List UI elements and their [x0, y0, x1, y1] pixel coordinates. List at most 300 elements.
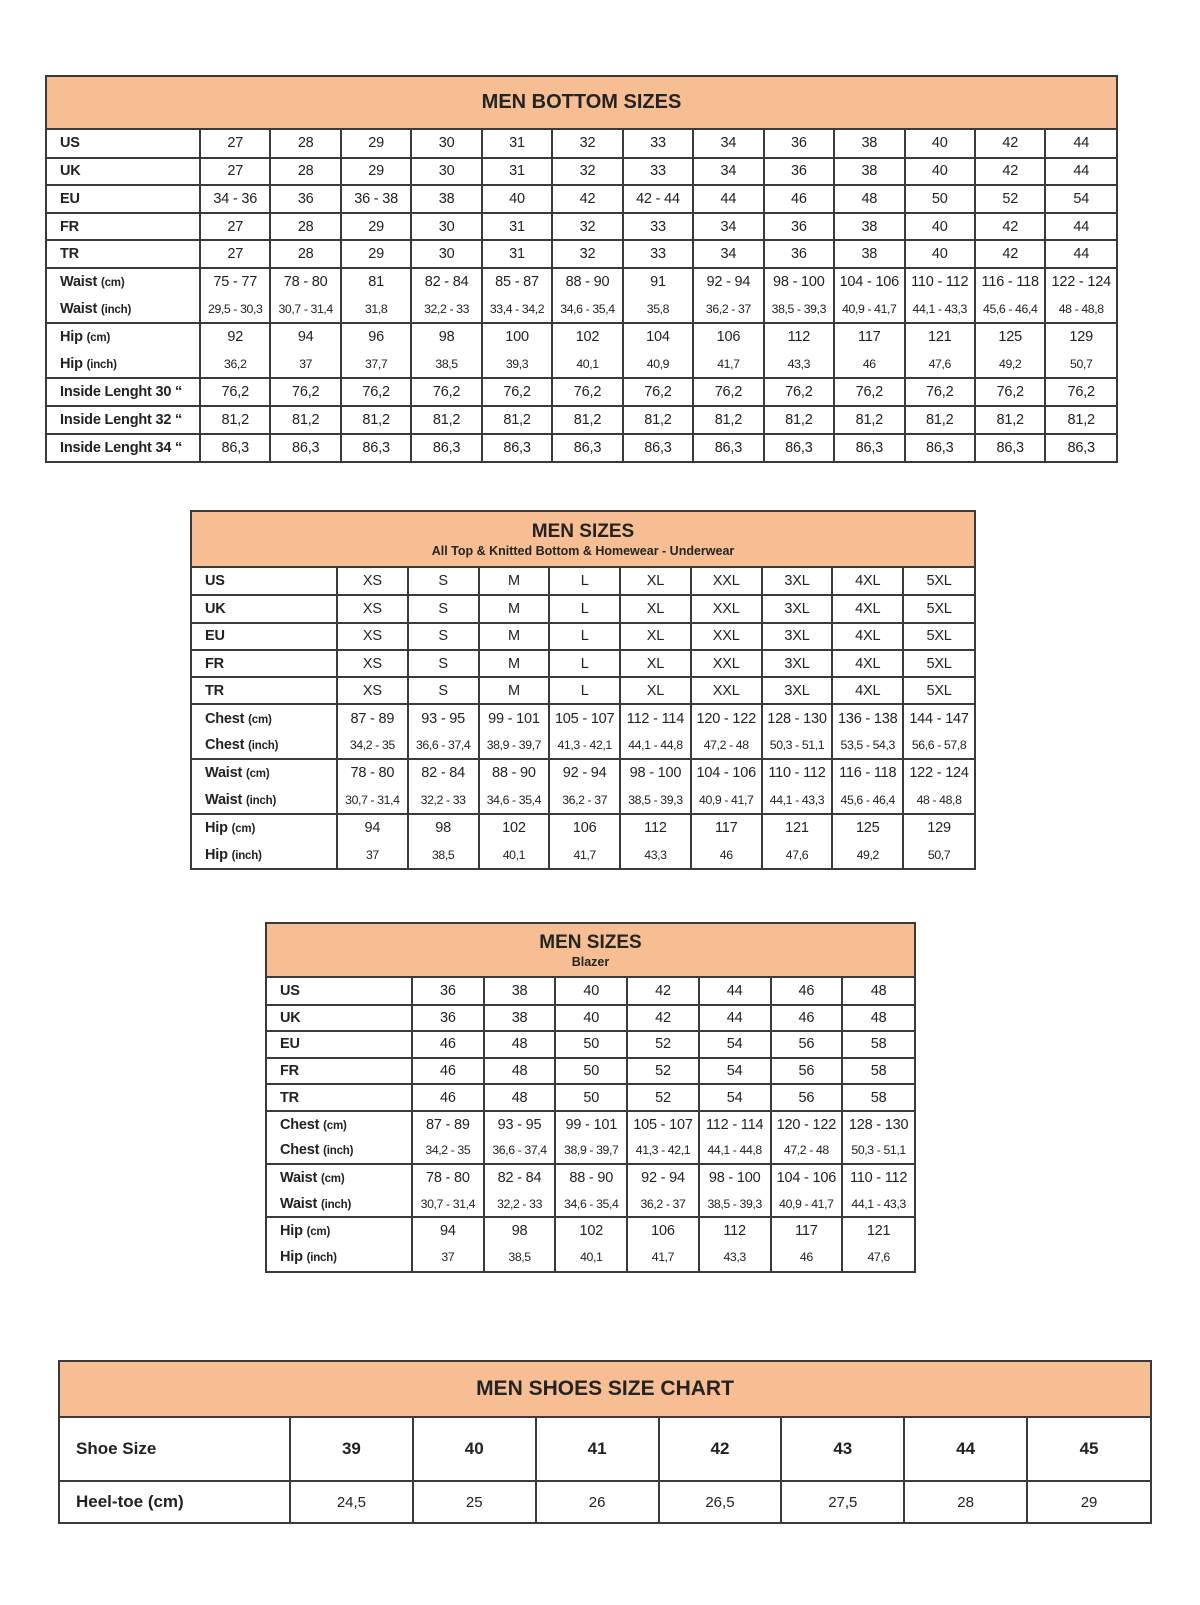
table-cell: 125: [832, 814, 903, 841]
table-row: [60, 1418, 1150, 1481]
table-cell: 44: [1045, 240, 1116, 268]
row-group: [192, 814, 974, 869]
table-row: [47, 378, 1116, 406]
table-cell: 50,7: [903, 841, 974, 868]
table-cell: 27: [200, 240, 270, 268]
row-label: [192, 677, 337, 704]
table-cell: 40,9: [623, 351, 693, 379]
table-cell: M: [479, 677, 550, 704]
table-cell: 81,2: [693, 406, 763, 434]
table-cell: 5XL: [903, 595, 974, 622]
row-group: [267, 1058, 914, 1085]
row-label: [192, 568, 337, 595]
row-group: [267, 1164, 914, 1217]
table-cell: 41,3 - 42,1: [627, 1138, 699, 1165]
table-cell: 76,2: [834, 378, 904, 406]
table-cell: 110 - 112: [762, 759, 833, 786]
row-label-text: US: [205, 573, 225, 590]
table-cell: 110 - 112: [842, 1164, 914, 1191]
table-cell: 29,5 - 30,3: [200, 296, 270, 324]
row-group: [47, 130, 1116, 158]
row-label-text: FR: [60, 218, 79, 235]
table-cell: 38: [834, 213, 904, 241]
row-label-text: Hip: [205, 846, 228, 863]
table-cell: 76,2: [411, 378, 481, 406]
table-cell: 3XL: [762, 677, 833, 704]
table-row: [192, 759, 974, 786]
table-row: [47, 323, 1116, 351]
table-cell: M: [479, 623, 550, 650]
table-cell: 82 - 84: [411, 268, 481, 296]
table-cell: 32,2 - 33: [484, 1191, 556, 1218]
table-cell: 36,2 - 37: [627, 1191, 699, 1218]
table-row: [47, 240, 1116, 268]
table-cell: 78 - 80: [337, 759, 408, 786]
table-row: [47, 434, 1116, 462]
size-grid: [60, 1418, 1150, 1522]
table-cell: 81,2: [411, 406, 481, 434]
table-cell: 76,2: [764, 378, 834, 406]
table-cell: 38: [484, 1005, 556, 1032]
table-row: [267, 1111, 914, 1138]
table-cell: 38: [834, 240, 904, 268]
table-cell: 94: [412, 1217, 484, 1244]
table-cell: 86,3: [905, 434, 975, 462]
row-label-text: US: [60, 135, 80, 152]
table-cell: 41,7: [549, 841, 620, 868]
table-cell: 29: [341, 158, 411, 186]
table-header-band: [192, 512, 974, 568]
table-cell: 28: [270, 130, 340, 158]
table-cell: 42: [659, 1418, 782, 1481]
table-cell: 28: [270, 240, 340, 268]
table-cell: L: [549, 677, 620, 704]
table-cell: XXL: [691, 568, 762, 595]
table-cell: 34: [693, 158, 763, 186]
row-label: [60, 1418, 290, 1481]
row-label-unit: (cm): [306, 1226, 331, 1239]
row-label: [47, 240, 200, 268]
table-cell: 98: [484, 1217, 556, 1244]
table-cell: 42: [627, 1005, 699, 1032]
table-row: [267, 1005, 914, 1032]
table-row: [192, 568, 974, 595]
table-cell: 30,7 - 31,4: [337, 786, 408, 813]
size-grid: [192, 568, 974, 868]
table-cell: 4XL: [832, 650, 903, 677]
table-cell: 92 - 94: [627, 1164, 699, 1191]
table-cell: 40: [905, 130, 975, 158]
table-cell: 93 - 95: [408, 704, 479, 731]
table-cell: 76,2: [905, 378, 975, 406]
table-cell: 91: [623, 268, 693, 296]
table-cell: 92 - 94: [549, 759, 620, 786]
table-cell: 27,5: [781, 1481, 904, 1522]
table-cell: 36: [270, 185, 340, 213]
row-group: [267, 978, 914, 1005]
table-cell: 38,5: [411, 351, 481, 379]
row-label-text: Waist: [205, 765, 243, 782]
table-cell: 3XL: [762, 568, 833, 595]
table-cell: 112: [699, 1217, 771, 1244]
table-cell: 31: [482, 158, 552, 186]
table-cell: 117: [834, 323, 904, 351]
row-group: [192, 623, 974, 650]
table-cell: 85 - 87: [482, 268, 552, 296]
table-cell: 36,2: [200, 351, 270, 379]
table-row: [267, 1244, 914, 1271]
row-label-unit: (cm): [248, 713, 272, 726]
table-cell: 37: [412, 1244, 484, 1271]
row-label-unit: (inch): [231, 849, 262, 862]
row-group: [267, 1111, 914, 1164]
table-cell: 28: [904, 1481, 1027, 1522]
row-label: [192, 759, 337, 786]
row-label: [47, 406, 200, 434]
table-cell: 46: [834, 351, 904, 379]
table-cell: 41,7: [627, 1244, 699, 1271]
table-cell: 76,2: [270, 378, 340, 406]
table-cell: 30: [411, 240, 481, 268]
row-group: [267, 1005, 914, 1032]
table-cell: 99 - 101: [479, 704, 550, 731]
table-cell: 104 - 106: [834, 268, 904, 296]
table-cell: 106: [627, 1217, 699, 1244]
table-cell: 46: [771, 1005, 843, 1032]
row-label: [47, 130, 200, 158]
table-cell: 37,7: [341, 351, 411, 379]
table-cell: 36,2 - 37: [549, 786, 620, 813]
row-label: [267, 978, 412, 1005]
table-cell: 4XL: [832, 677, 903, 704]
row-label: [192, 704, 337, 731]
table-cell: 36,6 - 37,4: [484, 1138, 556, 1165]
row-label: [192, 650, 337, 677]
men-shoes-table: [58, 1360, 1152, 1524]
table-cell: L: [549, 650, 620, 677]
table-cell: 81,2: [200, 406, 270, 434]
table-cell: 29: [341, 213, 411, 241]
table-cell: XS: [337, 595, 408, 622]
table-cell: 40: [555, 1005, 627, 1032]
table-title: MEN SHOES SIZE CHART: [476, 1377, 734, 1400]
table-cell: 86,3: [764, 434, 834, 462]
table-cell: 34,6 - 35,4: [555, 1191, 627, 1218]
table-cell: XL: [620, 650, 691, 677]
row-group: [192, 677, 974, 704]
table-cell: 44,1 - 44,8: [620, 732, 691, 759]
row-group: [47, 268, 1116, 323]
table-cell: 81,2: [834, 406, 904, 434]
table-cell: 34,2 - 35: [412, 1138, 484, 1165]
table-row: [192, 623, 974, 650]
table-cell: 94: [337, 814, 408, 841]
table-cell: 40,1: [555, 1244, 627, 1271]
table-cell: 46: [412, 1031, 484, 1058]
table-cell: S: [408, 595, 479, 622]
row-label: [192, 595, 337, 622]
table-cell: 47,2 - 48: [771, 1138, 843, 1165]
row-label-text: FR: [280, 1063, 299, 1080]
row-label: [267, 1191, 412, 1218]
table-row: [192, 841, 974, 868]
table-cell: 40: [905, 213, 975, 241]
table-cell: 81,2: [764, 406, 834, 434]
table-cell: 44,1 - 43,3: [905, 296, 975, 324]
table-cell: 36,6 - 37,4: [408, 732, 479, 759]
table-cell: XS: [337, 677, 408, 704]
table-cell: 5XL: [903, 623, 974, 650]
table-row: [47, 158, 1116, 186]
table-cell: 58: [842, 1084, 914, 1111]
row-label: [47, 351, 200, 379]
table-cell: 30: [411, 130, 481, 158]
row-label: [267, 1244, 412, 1271]
table-cell: 42: [975, 240, 1045, 268]
row-label-text: Hip: [280, 1249, 303, 1266]
table-cell: 43,3: [699, 1244, 771, 1271]
table-cell: 32,2 - 33: [411, 296, 481, 324]
table-cell: 129: [1045, 323, 1116, 351]
table-cell: 76,2: [975, 378, 1045, 406]
table-cell: S: [408, 568, 479, 595]
row-label-text: Inside Lenght 30 “: [60, 384, 183, 401]
table-cell: 50: [555, 1084, 627, 1111]
table-cell: 88 - 90: [555, 1164, 627, 1191]
table-cell: 24,5: [290, 1481, 413, 1522]
row-label: [267, 1058, 412, 1085]
table-cell: 128 - 130: [762, 704, 833, 731]
table-cell: 29: [341, 130, 411, 158]
table-cell: 3XL: [762, 650, 833, 677]
row-label: [267, 1164, 412, 1191]
table-cell: 31: [482, 213, 552, 241]
row-group: [267, 1217, 914, 1270]
row-label-text: EU: [205, 628, 225, 645]
table-cell: 44,1 - 44,8: [699, 1138, 771, 1165]
row-group: [192, 595, 974, 622]
table-cell: 25: [413, 1481, 536, 1522]
table-cell: 34: [693, 130, 763, 158]
table-cell: 48: [484, 1031, 556, 1058]
table-cell: 5XL: [903, 568, 974, 595]
row-label-text: TR: [205, 682, 224, 699]
table-cell: 48: [842, 1005, 914, 1032]
table-row: [267, 1031, 914, 1058]
table-cell: 26,5: [659, 1481, 782, 1522]
table-cell: 86,3: [1045, 434, 1116, 462]
table-cell: 44: [1045, 158, 1116, 186]
table-cell: 117: [771, 1217, 843, 1244]
table-cell: 44: [693, 185, 763, 213]
table-cell: 47,6: [762, 841, 833, 868]
men-sizes-blazer-table: [265, 922, 916, 1273]
row-label: [267, 1111, 412, 1138]
table-cell: L: [549, 595, 620, 622]
table-cell: XL: [620, 595, 691, 622]
row-group: [47, 434, 1116, 462]
table-cell: 36,2 - 37: [693, 296, 763, 324]
table-cell: 34,6 - 35,4: [479, 786, 550, 813]
table-cell: 37: [270, 351, 340, 379]
table-row: [192, 595, 974, 622]
table-cell: 76,2: [341, 378, 411, 406]
table-cell: 38,5 - 39,3: [699, 1191, 771, 1218]
table-cell: 50,7: [1045, 351, 1116, 379]
row-label-unit: (cm): [147, 1492, 184, 1511]
table-cell: 32: [552, 213, 622, 241]
row-label: [267, 1084, 412, 1111]
table-cell: 44,1 - 43,3: [842, 1191, 914, 1218]
row-group: [47, 158, 1116, 186]
table-cell: 48 - 48,8: [903, 786, 974, 813]
table-cell: 81,2: [975, 406, 1045, 434]
table-cell: 39: [290, 1418, 413, 1481]
table-cell: 26: [536, 1481, 659, 1522]
table-row: [192, 677, 974, 704]
table-cell: 52: [627, 1084, 699, 1111]
table-cell: S: [408, 677, 479, 704]
size-grid: [47, 130, 1116, 461]
table-cell: 88 - 90: [479, 759, 550, 786]
table-cell: 32: [552, 240, 622, 268]
table-cell: 104 - 106: [771, 1164, 843, 1191]
table-cell: 47,2 - 48: [691, 732, 762, 759]
table-cell: 54: [699, 1058, 771, 1085]
table-cell: 30: [411, 213, 481, 241]
table-cell: 94: [270, 323, 340, 351]
table-cell: 40,9 - 41,7: [691, 786, 762, 813]
row-label-text: UK: [60, 163, 81, 180]
row-label-text: EU: [280, 1036, 300, 1053]
table-cell: 43,3: [764, 351, 834, 379]
table-cell: 40: [482, 185, 552, 213]
table-cell: 50,3 - 51,1: [842, 1138, 914, 1165]
row-label: [47, 434, 200, 462]
table-cell: 31: [482, 130, 552, 158]
row-label-text: Hip: [60, 356, 83, 373]
table-cell: 125: [975, 323, 1045, 351]
table-cell: 104: [623, 323, 693, 351]
row-label: [192, 732, 337, 759]
table-cell: 40: [905, 240, 975, 268]
table-row: [267, 1138, 914, 1165]
table-cell: 54: [1045, 185, 1116, 213]
table-cell: 48: [842, 978, 914, 1005]
row-label-text: Chest: [280, 1142, 320, 1159]
table-cell: XXL: [691, 677, 762, 704]
table-cell: 32: [552, 130, 622, 158]
table-cell: 100: [482, 323, 552, 351]
row-group: [47, 185, 1116, 213]
row-group: [47, 323, 1116, 378]
table-cell: 36: [412, 1005, 484, 1032]
table-cell: 43: [781, 1418, 904, 1481]
table-cell: 32,2 - 33: [408, 786, 479, 813]
table-cell: 56,6 - 57,8: [903, 732, 974, 759]
table-subtitle: All Top & Knitted Bottom & Homewear - Underwear: [431, 543, 735, 558]
table-cell: 5XL: [903, 650, 974, 677]
table-cell: 30: [411, 158, 481, 186]
row-label-text: UK: [280, 1009, 301, 1026]
table-cell: 112: [620, 814, 691, 841]
table-cell: 38,5 - 39,3: [620, 786, 691, 813]
table-cell: 42: [975, 130, 1045, 158]
table-cell: XL: [620, 677, 691, 704]
row-group: [47, 406, 1116, 434]
table-cell: 75 - 77: [200, 268, 270, 296]
table-cell: 76,2: [482, 378, 552, 406]
table-cell: 4XL: [832, 623, 903, 650]
table-cell: 38,5 - 39,3: [764, 296, 834, 324]
table-cell: 40,1: [479, 841, 550, 868]
table-cell: 33: [623, 158, 693, 186]
table-cell: 121: [762, 814, 833, 841]
row-label-text: Chest: [205, 710, 245, 727]
row-label-unit: (inch): [306, 1252, 337, 1265]
table-cell: 144 - 147: [903, 704, 974, 731]
table-cell: 76,2: [552, 378, 622, 406]
table-cell: 86,3: [975, 434, 1045, 462]
table-cell: L: [549, 623, 620, 650]
table-cell: 35,8: [623, 296, 693, 324]
table-cell: 121: [842, 1217, 914, 1244]
table-cell: 29: [1027, 1481, 1150, 1522]
table-row: [47, 351, 1116, 379]
row-label-unit: (inch): [245, 794, 277, 807]
table-cell: 76,2: [623, 378, 693, 406]
table-cell: 54: [699, 1084, 771, 1111]
size-grid: [267, 978, 914, 1271]
row-label-unit: (cm): [323, 1119, 347, 1132]
table-cell: 27: [200, 130, 270, 158]
table-cell: 56: [771, 1084, 843, 1111]
table-cell: 102: [479, 814, 550, 841]
table-cell: 52: [627, 1031, 699, 1058]
table-cell: 44: [1045, 213, 1116, 241]
row-label-text: Hip: [205, 819, 228, 836]
table-cell: 3XL: [762, 623, 833, 650]
row-label-unit: (inch): [86, 359, 117, 372]
table-cell: S: [408, 650, 479, 677]
table-cell: 5XL: [903, 677, 974, 704]
row-group: [192, 650, 974, 677]
row-label: [60, 1481, 290, 1522]
table-row: [192, 704, 974, 731]
row-label-unit: (inch): [248, 739, 279, 752]
table-cell: 28: [270, 158, 340, 186]
table-cell: XL: [620, 568, 691, 595]
table-cell: 86,3: [200, 434, 270, 462]
row-label-unit: (inch): [323, 1145, 354, 1158]
row-label: [192, 841, 337, 868]
table-row: [47, 406, 1116, 434]
row-label-text: UK: [205, 600, 226, 617]
row-label-text: Inside Lenght 34 “: [60, 439, 183, 456]
table-cell: 38,9 - 39,7: [479, 732, 550, 759]
table-row: [267, 1191, 914, 1218]
row-group: [47, 240, 1116, 268]
table-cell: 46: [771, 1244, 843, 1271]
table-cell: 58: [842, 1031, 914, 1058]
table-cell: 78 - 80: [270, 268, 340, 296]
table-cell: 81,2: [482, 406, 552, 434]
table-cell: 47,6: [905, 351, 975, 379]
row-label: [267, 1217, 412, 1244]
row-label-text: FR: [205, 655, 224, 672]
table-row: [47, 268, 1116, 296]
table-cell: 121: [905, 323, 975, 351]
